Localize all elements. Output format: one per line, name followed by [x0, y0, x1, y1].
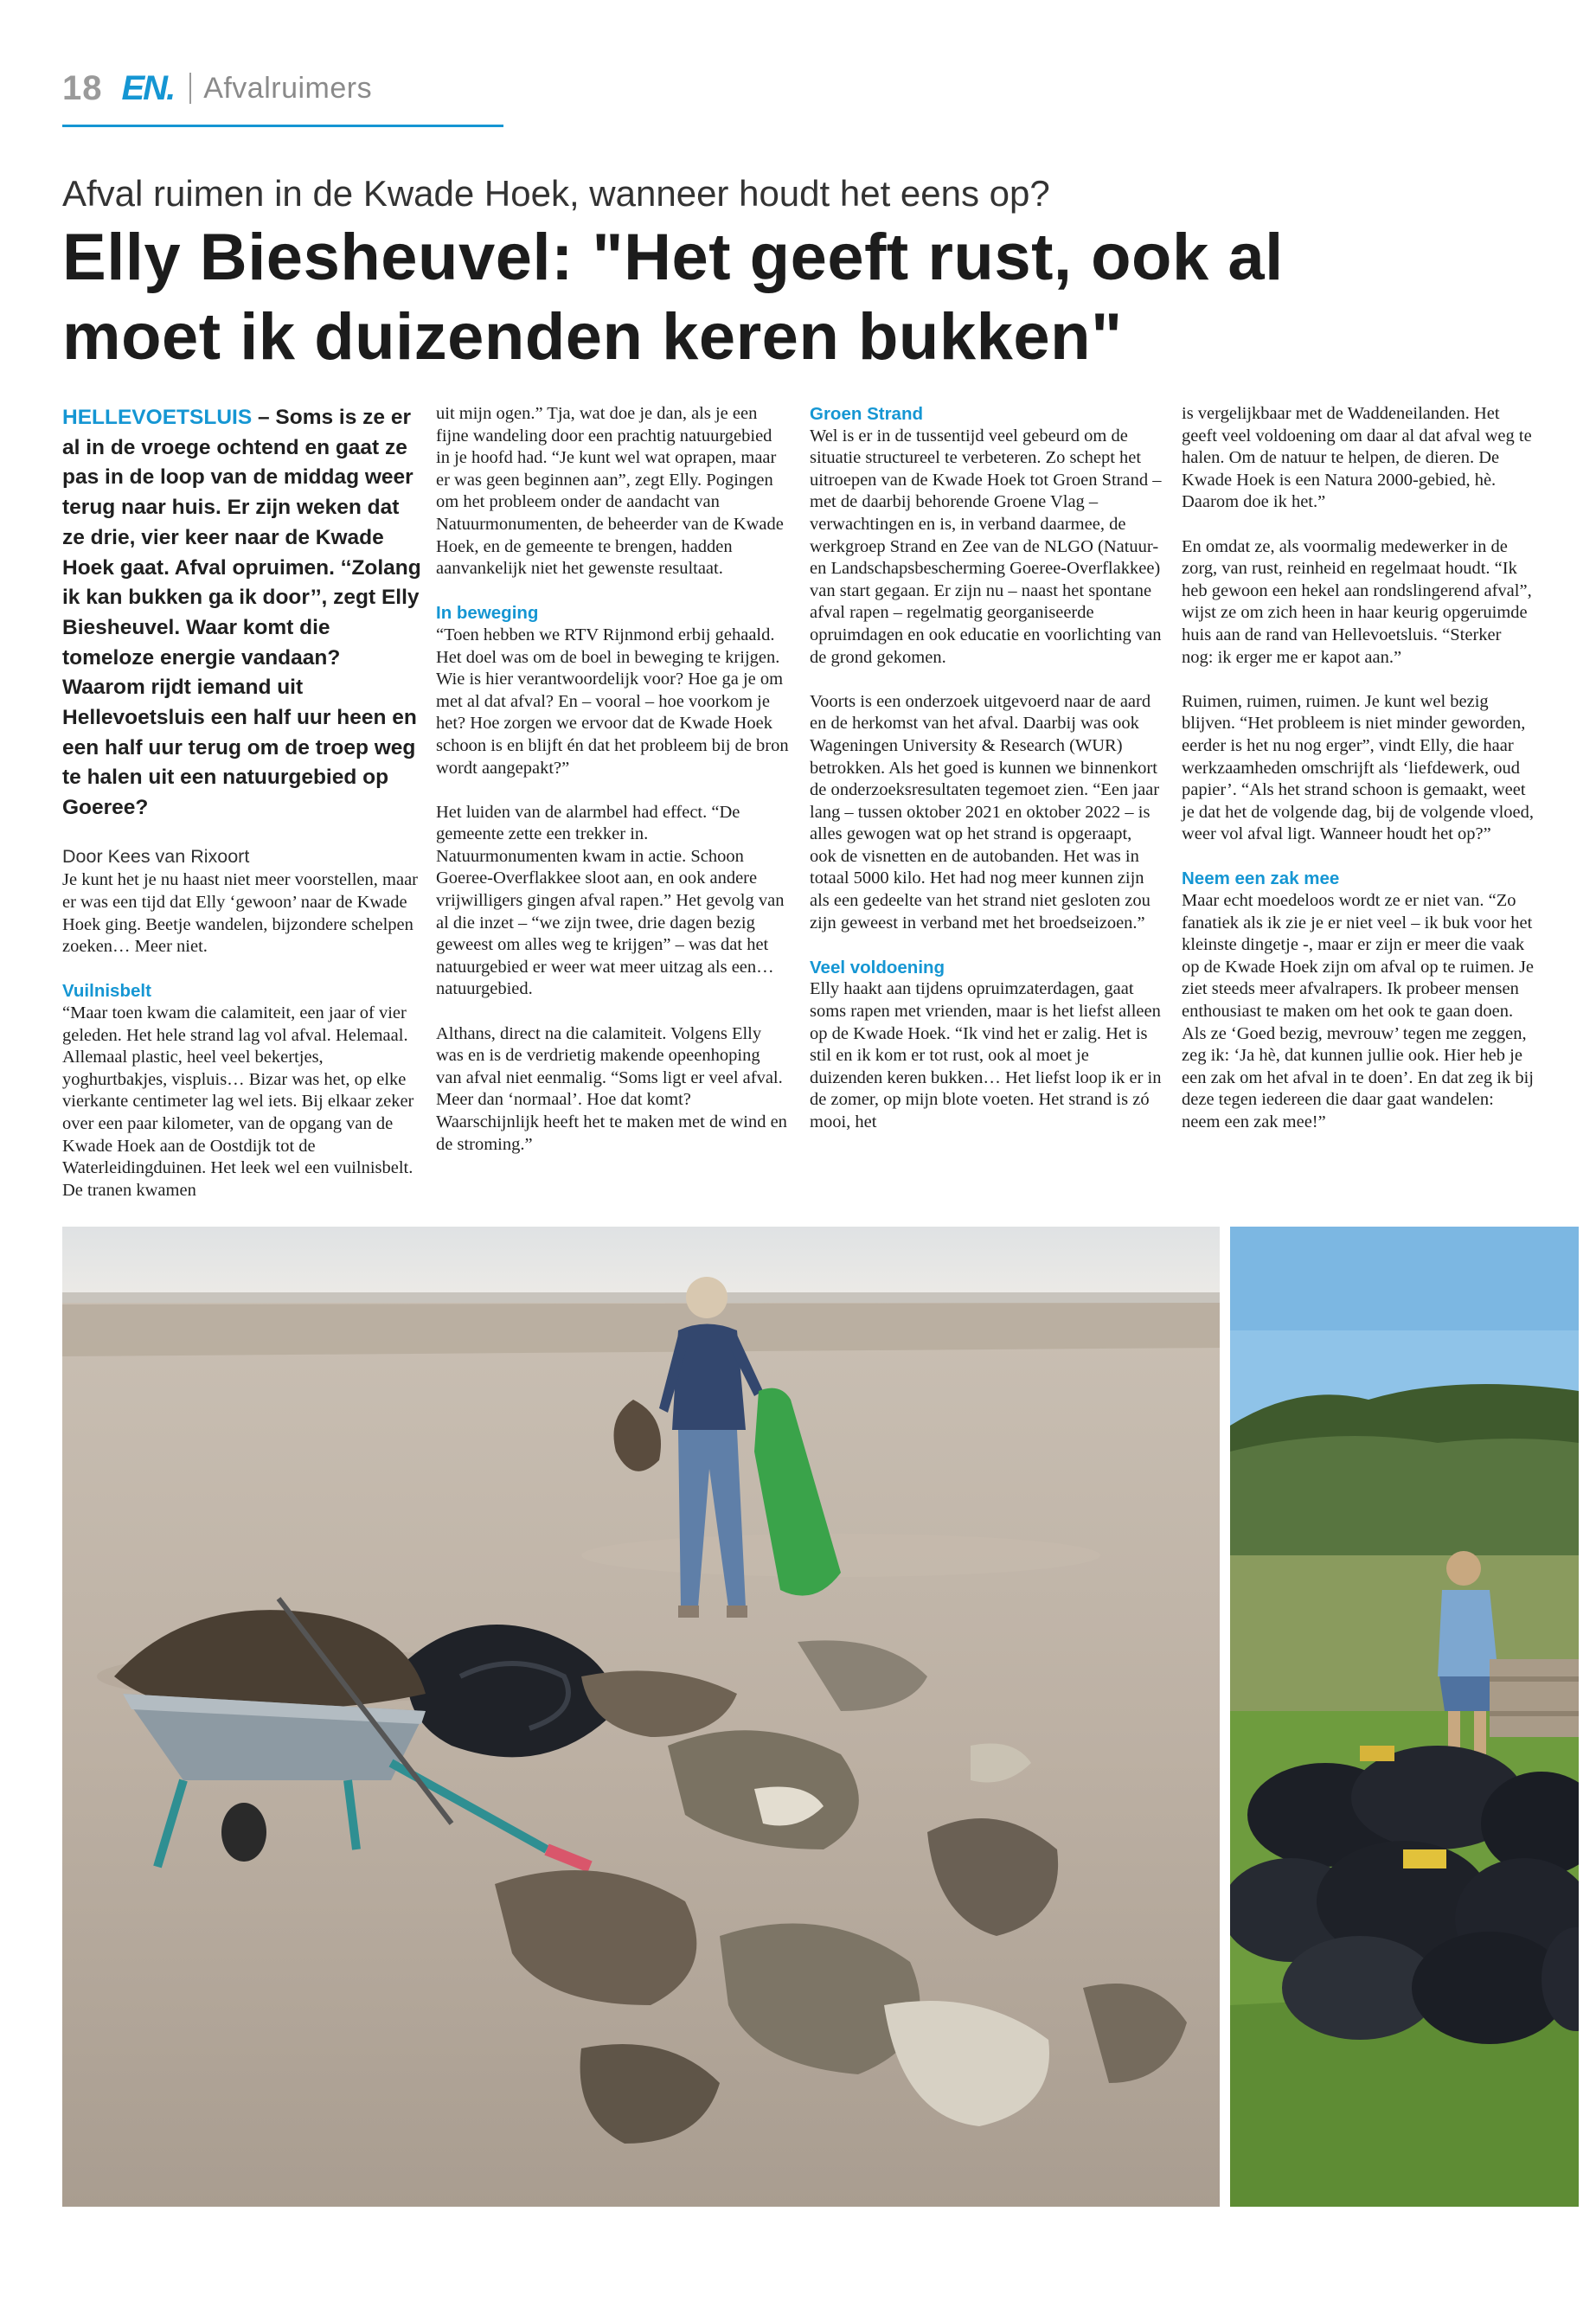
paragraph: En omdat ze, als voormalig medewerker in de zorg, van rust, reinheid en regelmaat houdt. “Ik heb gewoon een hekel aan rondslingerend afval”, wijst ze om zich heen in haar keurig opgeruimde huis aan de rand van Hellevoetsluis. “Sterker nog: ik erger me er kapot aan.”	[1182, 536, 1532, 667]
header-rule	[62, 125, 503, 127]
newspaper-logo: EN.	[121, 68, 175, 107]
paragraph: “Toen hebben we RTV Rijnmond erbij gehaald. Het doel was om de boel in beweging te krijgen. Wie is hier verantwoordelijk voor? Hoe ga je om met al dat afval? En – vooral – hoe voorkom je het? Hoe zorgen we ervoor dat de Kwade Hoek schoon is en blijft én dat het probleem bij de bron wordt aangepakt?”	[436, 625, 789, 778]
paragraph: “Maar toen kwam die calamiteit, een jaar of vier geleden. Het hele strand lag vol afval. Helemaal. Allemaal plastic, heel veel bekertjes, yoghurtbakjes, vispluis… Bizar was het, op elke vierkante centimeter lag wel iets. Bij elkaar zeker over een paar kilometer, van de opgang van de Kwade Hoek aan de Oostdijk tot de Waterleidingduinen. Het leek wel een vuilnisbelt. De tranen kwamen	[62, 1003, 414, 1200]
paragraph: Wel is er in de tussentijd veel gebeurd om de situatie structureel te verbeteren. Zo schept het uitroepen van de Kwade Hoek tot Groen Strand – met de daarbij behorende Groene Vlag – verwachtingen en is, in verband daarmee, de werkgroep Strand en Zee van de NLGO (Natuur- en Landschapsbescherming Goeree-Overflakkee) van start gegaan. Er zijn nu – naast het spontane afval rapen – regelmatig georganiseerde opruimdagen en ook educatie en voorlichting van de grond gekomen.	[810, 426, 1162, 667]
paragraph: Maar echt moedeloos wordt ze er niet van. “Zo fanatiek als ik zie je er niet veel – ik buk voor het kleinste dingetje -, maar er zijn er meer die vaak op de Kwade Hoek zijn om afval op te ruimen. Je ziet steeds meer afvalrapers. Ik probeer mensen enthousiast te maken om het ook te gaan doen. Als ze ‘Goed bezig, mevrouw’ tegen me zeggen, zeg ik: ‘Ja hè, dat kunnen jullie ook. Hier heb je een zak om het afval in te doen’. En dat zeg ik bij deze tegen iedereen die daar gaat wandelen: neem een zak mee!”	[1182, 891, 1535, 1131]
article-lead	[62, 403, 426, 824]
page-header	[62, 62, 372, 114]
paragraph: Je kunt het je nu haast niet meer voorstellen, maar er was een tijd dat Elly ‘gewoon’ naar de Kwade Hoek ging. Beetje wandelen, bijzondere schelpen zoeken… Meer niet.	[62, 870, 419, 957]
article-column-3	[810, 403, 1163, 1134]
subheading-groen-strand: Groen Strand	[810, 404, 923, 424]
paragraph: uit mijn ogen.” Tja, wat doe je dan, als je een fijne wandeling door een prachtig natuurgebied in je hoofd had. “Je kunt wel wat oprapen, maar er was geen beginnen aan”, zegt Elly. Pogingen om het probleem onder de aandacht van Natuurmonumenten, de beheerder van de Kwade Hoek, en de gemeente te brengen, hadden aanvankelijk niet het gewenste resultaat.	[436, 404, 784, 579]
paragraph: Het luiden van de alarmbel had effect. “De gemeente zette een trekker in. Natuurmonumenten kwam in actie. Schoon Goeree-Overflakkee sloot aan, en ook andere vrijwilligers gingen afval rapen.” Het gevolg van al die inzet – “we zijn twee, drie dagen bezig geweest om alles weg te krijgen” – was dat het natuurgebied er weer wat meer uitzag als een… natuurgebied.	[436, 802, 785, 999]
section-name: Afvalruimers	[203, 71, 373, 105]
page-number: 18	[62, 68, 103, 107]
paragraph: Elly haakt aan tijdens opruimzaterdagen, gaat soms rapen met vrienden, maar is het liefst alleen op de Kwade Hoek. “Ik vind het er zalig. Het is stil en ik kom er tot rust, ook al moet je duizenden keren bukken… Het liefst loop ik er in de zomer, op mijn blote voeten. Het strand is zó mooi, het	[810, 979, 1162, 1131]
subheading-in-beweging: In beweging	[436, 603, 539, 624]
paragraph: Voorts is een onderzoek uitgevoerd naar de aard en de herkomst van het afval. Daarbij was ook Wageningen University & Research (WUR) betrokken. Als het goed is kunnen we binnenkort de onderzoeksresultaten tegemoet zien. “Een jaar lang – tussen oktober 2021 en oktober 2022 – is alles gewogen wat op het strand is opgeraapt, ook de visnetten en de autobanden. Het was in totaal 5000 kilo. Het had nog meer kunnen zijn als een gedeelte van het strand niet gesloten zou zijn geweest in verband met het broedseizoen.”	[810, 691, 1160, 933]
article-column-1	[62, 403, 426, 1202]
beach-cleanup-illustration	[62, 1227, 1220, 2207]
header-separator	[189, 73, 191, 104]
dateline: HELLEVOETSLUIS	[62, 406, 253, 429]
paragraph: Althans, direct na die calamiteit. Volgens Elly was en is de verdrietig makende opeenhoping van afval niet eenmalig. “Soms ligt er veel afval. Meer dan ‘normaal’. Hoe dat komt? Waarschijnlijk heeft het te maken met de wind en de stroming.”	[436, 1023, 787, 1154]
subheading-neem-een-zak-mee: Neem een zak mee	[1182, 868, 1340, 889]
subheading-veel-voldoening: Veel voldoening	[810, 957, 945, 977]
article-column-4	[1182, 403, 1536, 1134]
beach-cleanup-photo	[62, 1227, 1220, 2207]
paragraph: is vergelijkbaar met de Waddeneilanden. Het geeft veel voldoening om daar al dat afval weg te halen. Om de natuur te helpen, de dieren. De Kwade Hoek is een Natura 2000-gebied, hè. Daarom doe ik het.”	[1182, 404, 1532, 512]
byline: Door Kees van Rixoort	[62, 846, 250, 868]
article-kicker: Afval ruimen in de Kwade Hoek, wanneer houdt het eens op?	[62, 173, 1050, 214]
subheading-vuilnisbelt: Vuilnisbelt	[62, 981, 151, 1002]
dune-bags-photo	[1230, 1227, 1579, 2207]
lead-text: – Soms is ze er al in de vroege ochtend en gaat ze pas in de loop van de middag weer terug naar huis. Er zijn weken dat ze drie, vier keer naar de Kwade Hoek gaat. Afval opruimen. ‘‘Zolang ik kan bukken ga ik door’’, zegt Elly Biesheuvel. Waar komt die tomeloze energie vandaan? Waarom rijdt iemand uit Hellevoetsluis een half uur heen en een half uur terug om de troep weg te halen uit een natuurgebied op Goeree?	[62, 406, 421, 820]
article-column-2	[436, 403, 789, 1156]
paragraph: Ruimen, ruimen, ruimen. Je kunt wel bezig blijven. “Het probleem is niet minder geworden, eerder is het nu nog erger”, vindt Elly, die haar werkzaamheden omschrijft als ‘liefdewerk, oud papier’. “Als het strand schoon is gemaakt, weet je dat het de volgende dag, bij de volgende vloed, weer vol afval ligt. Wanneer houdt het op?”	[1182, 691, 1535, 844]
article-headline: Elly Biesheuvel: "Het geeft rust, ook al moet ik duizenden keren bukken"	[62, 221, 1284, 374]
dune-bags-illustration	[1230, 1227, 1579, 2207]
